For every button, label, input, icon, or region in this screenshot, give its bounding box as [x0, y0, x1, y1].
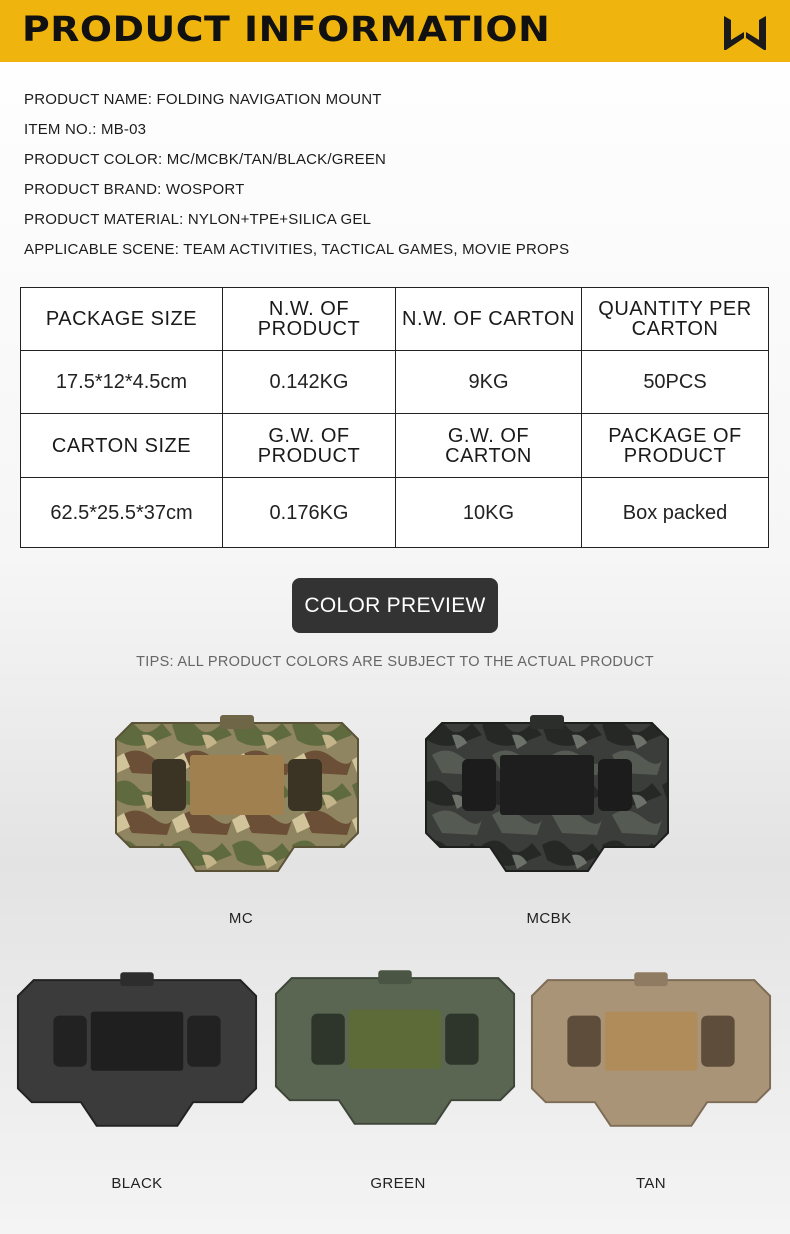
table-header-cell: N.W. OF CARTON: [396, 288, 582, 351]
page-title: PRODUCT INFORMATION: [22, 10, 551, 50]
table-header-cell: N.W. OF PRODUCT: [223, 288, 396, 351]
mount-black-image: [14, 972, 260, 1132]
table-header-cell: G.W. OF CARTON: [396, 414, 582, 478]
tips-text: TIPS: ALL PRODUCT COLORS ARE SUBJECT TO THE ACTUAL PRODUCT: [136, 654, 654, 670]
table-value-cell: 62.5*25.5*37cm: [21, 478, 223, 548]
spec-item-no: ITEM NO.: MB-03: [24, 121, 147, 138]
table-value-cell: 50PCS: [582, 351, 769, 414]
table-header-cell: G.W. OF PRODUCT: [223, 414, 396, 478]
spec-list: [24, 90, 569, 270]
table-value-cell: 17.5*12*4.5cm: [21, 351, 223, 414]
mount-mcbk-image: [422, 715, 672, 877]
table-value-cell: 0.176KG: [223, 478, 396, 548]
spec-applicable-scene: APPLICABLE SCENE: TEAM ACTIVITIES, TACTICAL GAMES, MOVIE PROPS: [24, 241, 570, 258]
spec-product-material: PRODUCT MATERIAL: NYLON+TPE+SILICA GEL: [24, 211, 372, 228]
table-value-cell: 10KG: [396, 478, 582, 548]
header-bar: [0, 0, 790, 62]
color-label-green: GREEN: [370, 1175, 426, 1192]
table-value-cell: 0.142KG: [223, 351, 396, 414]
brand-logo-icon: [722, 14, 768, 52]
product-image-tan: [528, 972, 774, 1132]
product-image-black: [14, 972, 260, 1132]
table-value-cell: Box packed: [582, 478, 769, 548]
spec-table: [20, 287, 769, 548]
mount-tan-image: [528, 972, 774, 1132]
mount-green-image: [272, 970, 518, 1130]
table-row: [21, 288, 769, 351]
color-label-mcbk: MCBK: [526, 910, 572, 927]
table-row: [21, 478, 769, 548]
mount-mc-image: [112, 715, 362, 877]
table-row: [21, 414, 769, 478]
color-label-mc: MC: [228, 910, 254, 927]
table-header-cell: PACKAGE OF PRODUCT: [582, 414, 769, 478]
spec-product-name: PRODUCT NAME: FOLDING NAVIGATION MOUNT: [24, 91, 382, 108]
table-header-cell: CARTON SIZE: [21, 414, 223, 478]
product-image-green: [272, 970, 518, 1130]
table-row: [21, 351, 769, 414]
color-label-black: BLACK: [111, 1175, 163, 1192]
color-label-tan: TAN: [635, 1175, 667, 1192]
spec-product-color: PRODUCT COLOR: MC/MCBK/TAN/BLACK/GREEN: [24, 151, 387, 168]
table-value-cell: 9KG: [396, 351, 582, 414]
table-header-cell: QUANTITY PER CARTON: [582, 288, 769, 351]
product-image-mc: [112, 715, 362, 877]
table-header-cell: PACKAGE SIZE: [21, 288, 223, 351]
color-preview-button[interactable]: COLOR PREVIEW: [292, 578, 498, 633]
product-image-mcbk: [422, 715, 672, 877]
spec-product-brand: PRODUCT BRAND: WOSPORT: [24, 181, 245, 198]
